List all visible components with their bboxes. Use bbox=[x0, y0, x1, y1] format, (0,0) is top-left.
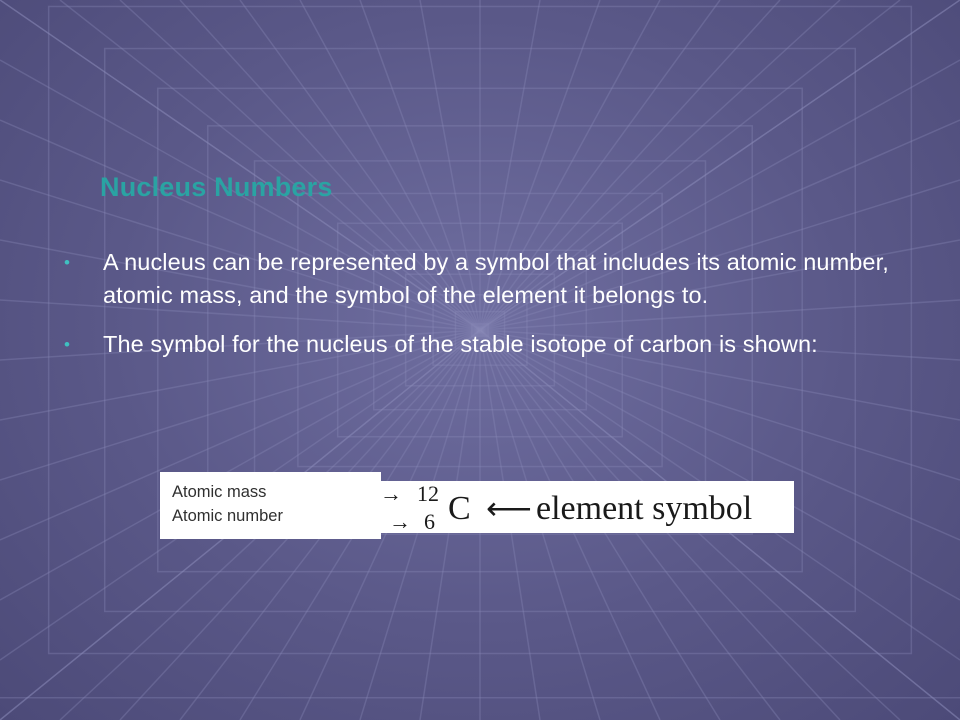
nuclide-symbol-box bbox=[380, 481, 794, 533]
bullet-item bbox=[62, 246, 912, 312]
bullet-icon: • bbox=[64, 253, 71, 272]
atomic-number-label: Atomic number bbox=[172, 507, 283, 525]
slide-title: Nucleus Numbers bbox=[100, 172, 333, 202]
bullet-icon: • bbox=[64, 335, 71, 354]
atomic-number: 6 bbox=[424, 509, 435, 533]
bullet-text: The symbol for the nucleus of the stable isotope of carbon is shown: bbox=[103, 331, 818, 357]
nuclide-symbol bbox=[380, 481, 794, 533]
mass-arrow: → bbox=[380, 481, 402, 506]
label-box bbox=[160, 472, 381, 539]
number-arrow: → bbox=[389, 509, 411, 533]
atomic-mass-label: Atomic mass bbox=[172, 483, 267, 501]
bullet-text: A nucleus can be represented by a symbol that includes its atomic number, atomic mass, and the symbol of the element it belongs to. bbox=[103, 249, 889, 308]
element-symbol: C bbox=[448, 490, 471, 527]
element-symbol-caption: element symbol bbox=[536, 490, 753, 527]
bullet-list bbox=[62, 246, 912, 377]
bullet-item bbox=[62, 328, 912, 361]
symbol-arrow: ⟵ bbox=[486, 490, 532, 526]
mass-number: 12 bbox=[417, 481, 439, 506]
